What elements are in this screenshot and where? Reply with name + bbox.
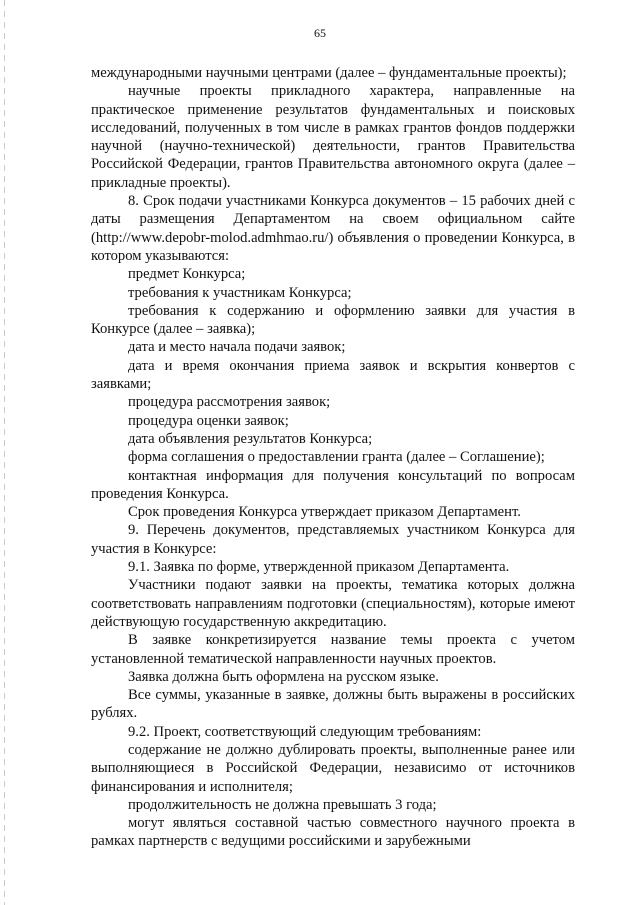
list-item: дата и время окончания приема заявок и вскрытия конвертов с заявками; — [91, 357, 575, 393]
list-item: форма соглашения о предоставлении гранта (далее – Соглашение); — [128, 449, 545, 466]
list-item: содержание не должно дублировать проекты, выполненные ранее или выполняющиеся в Российской Федерации, независимо от источников финансирования и исполнителя; — [91, 741, 575, 795]
list-item: контактная информация для получения консультаций по вопросам проведения Конкурса. — [91, 467, 575, 502]
paragraph: Заявка должна быть оформлена на русском языке. — [128, 668, 439, 685]
list-item: могут являться составной частью совместного научного проекта в рамках партнерств с ведущими российскими и зарубежными — [91, 815, 575, 850]
paragraph: 9. Перечень документов, представляемых участником Конкурса для участия в Конкурсе: — [91, 522, 575, 557]
paragraph: 8. Срок подачи участниками Конкурса документов – 15 рабочих дней с даты размещения Департаментом на своем официальном сайте (http://www.depobr-molod.admhmao.ru/) объявления о проведении Конкурса, в котором указываются: — [91, 193, 575, 264]
paragraph: научные проекты прикладного характера, направленные на практическое применение результатов фундаментальных и поисковых исследований, полученных в том числе в рамках грантов фондов поддержки научной (научно-технической) деятельности, грантов Правительства Российской Федерации, грантов Правительства автономного округа (далее – прикладные проекты). — [91, 83, 575, 191]
paragraph: 9.1. Заявка по форме, утвержденной приказом Департамента. — [128, 559, 510, 576]
paragraph: 9.2. Проект, соответствующий следующим требованиям: — [128, 723, 482, 740]
list-item: дата и место начала подачи заявок; — [128, 339, 346, 356]
list-item: требования к содержанию и оформлению заявки для участия в Конкурсе (далее – заявка); — [91, 302, 575, 338]
list-item: процедура оценки заявок; — [128, 412, 289, 429]
paragraph: Участники подают заявки на проекты, тематика которых должна соответствовать направлениям подготовки (специальностям), которые имеют действующую государственную аккредитацию. — [91, 577, 575, 630]
list-item: продолжительность не должна превышать 3 года; — [128, 796, 437, 813]
scan-edge — [4, 0, 5, 905]
paragraph: В заявке конкретизируется название темы проекта с учетом установленной тематической направленности научных проектов. — [91, 632, 575, 667]
list-item: предмет Конкурса; — [128, 266, 246, 283]
document-body — [91, 64, 575, 851]
paragraph: Все суммы, указанные в заявке, должны быть выражены в российских рублях. — [91, 687, 575, 722]
page-number: 65 — [314, 26, 326, 40]
paragraph: международными научными центрами (далее – фундаментальные проекты); — [91, 65, 567, 81]
list-item: процедура рассмотрения заявок; — [128, 394, 331, 411]
list-item: требования к участникам Конкурса; — [128, 284, 352, 301]
list-item: дата объявления результатов Конкурса; — [128, 430, 373, 447]
paragraph: Срок проведения Конкурса утверждает приказом Департамент. — [128, 504, 521, 521]
